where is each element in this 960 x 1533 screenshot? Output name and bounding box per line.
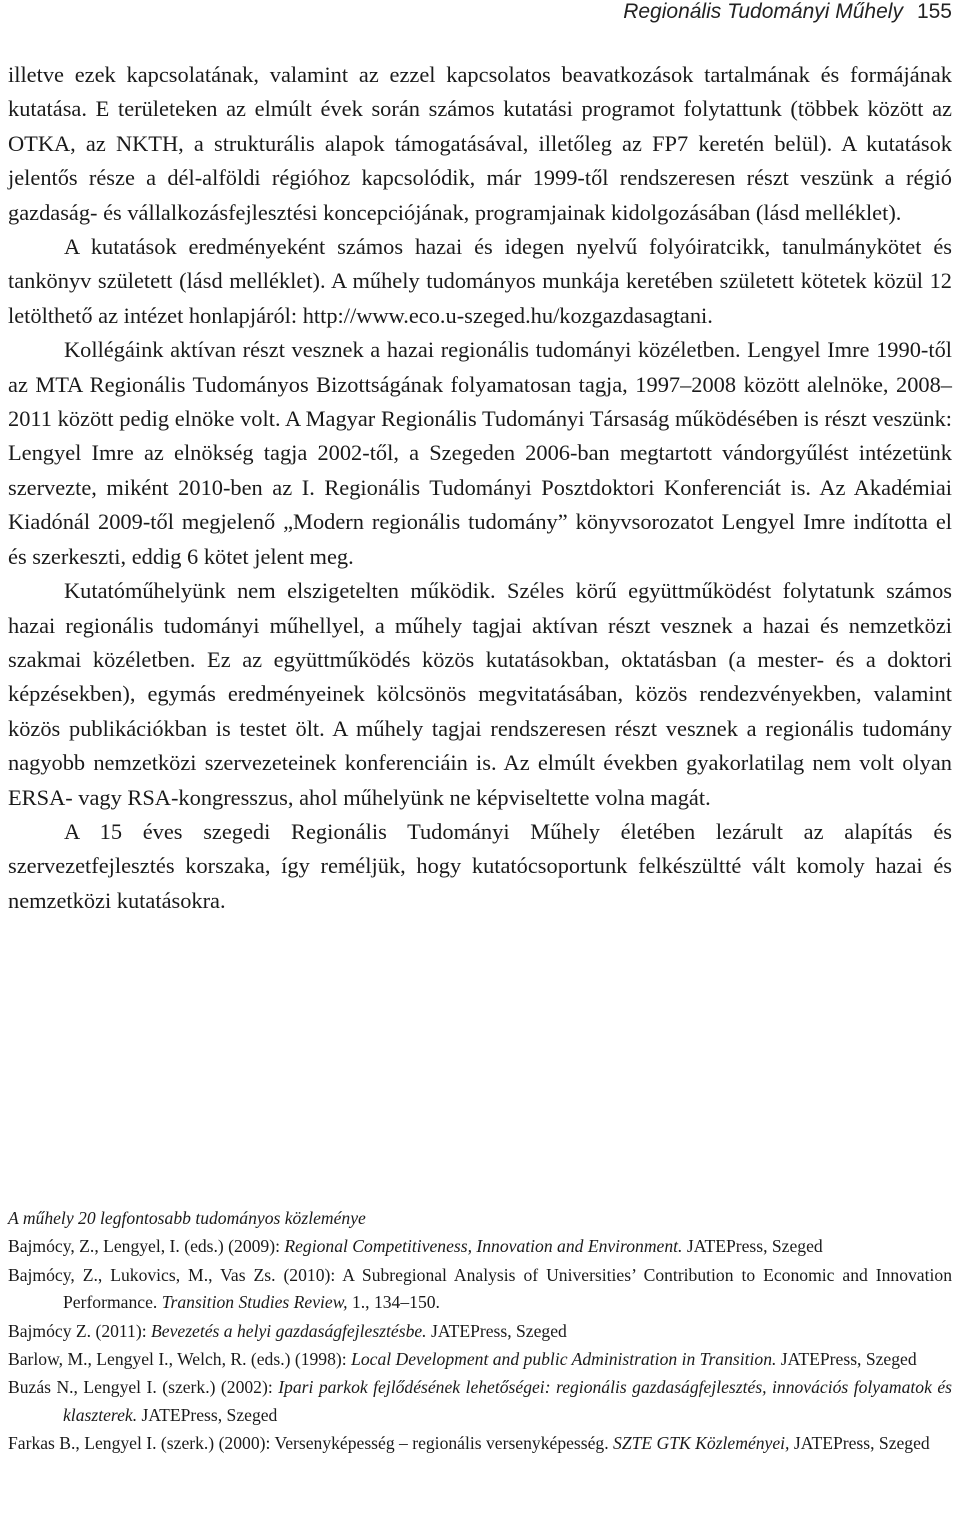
reference-publisher: 1., 134–150. [347,1292,440,1313]
reference-item [8,1262,952,1317]
reference-title: SZTE GTK Közleményei, [613,1433,790,1454]
paragraph: A kutatások eredményeként számos hazai és idegen nyelvű folyóiratcikk, tanulmánykötet és tankönyv született (lásd melléklet). A műhely tudományos munkája keretében született kötetek közül 12 letölthető az intézet honlapjáról: http://www.eco.u-szeged.hu/kozgazdasagtani. [8,234,952,328]
reference-authors: Bajmócy, Z., Lengyel, I. (eds.) (2009): [8,1236,285,1257]
paragraph: A 15 éves szegedi Regionális Tudományi Műhely életében lezárult az alapítás és szervezetfejlesztés korszaka, így reméljük, hogy kutatócsoportunk felkészültté vált komoly hazai és nemzetközi kutatásokra. [8,818,952,913]
paragraph: Kollégáink aktívan részt vesznek a hazai regionális tudományi közéletben. Lengyel Imre 1990-től az MTA Regionális Tudományos Bizottságának folyamatosan tagja, 1997–2008 között alelnöke, 2008–2011 között pedig elnöke volt. A Magyar Regionális Tudományi Társaság működésében is részt veszünk: Lengyel Imre az elnökség tagja 2002-től, a Szegeden 2006-ban megtartott vándorgyűlést intézetünk szervezte, miként 2010-ben az I. Regionális Tudományi Posztdoktori Konferenciát is. Az Akadémiai Kiadónál 2009-től megjelenő „Modern regionális tudomány” könyvsorozatot Lengyel Imre indította el és szerkeszti, eddig 6 kötet jelent meg. [8,337,952,569]
reference-item [8,1374,952,1429]
running-header [623,0,952,26]
reference-title: Ipari parkok fejlődésének lehetőségei: regionális gazdaságfejlesztés, innovációs folyamatok és klaszterek. [63,1377,952,1425]
reference-heading: A műhely 20 legfontosabb tudományos közleménye [8,1208,366,1228]
reference-title: Bevezetés a helyi gazdaságfejlesztésbe. [151,1320,427,1341]
reference-title: Local Development and public Administration in Transition. [351,1349,777,1370]
reference-item [8,1318,952,1345]
reference-list [8,1205,952,1459]
page-number: 155 [916,0,952,23]
body-text [8,58,952,918]
reference-publisher: JATEPress, Szeged [426,1320,567,1341]
paragraph: Kutatóműhelyünk nem elszigetelten működik. Széles körű együttműködést folytatunk számos hazai regionális tudományi műhellyel, a műhely tagjai aktívan részt vesznek a hazai és nemzetközi szakmai közéletben. Ez az együttműködés közös kutatásokban, oktatásban (a mester- és a doktori képzésekben), egymás eredményeinek kölcsönös megvitatásában, közös rendezvényekben, valamint közös publikációkban is testet ölt. A műhely tagjai rendszeresen részt vesznek a regionális tudomány nagyobb nemzetközi szervezeteinek konferenciáin is. Az elmúlt években gyakorlatilag nem volt olyan ERSA- vagy RSA-kongresszus, ahol műhelyünk ne képviseltette volna magát. [8,578,952,810]
reference-publisher: JATEPress, Szeged [776,1349,917,1370]
reference-authors: Farkas B., Lengyel I. (szerk.) (2000): Versenyképesség – regionális versenyképesség. [8,1433,614,1454]
reference-title: Transition Studies Review, [161,1292,348,1313]
reference-authors: Bajmócy, Z., Lukovics, M., Vas Zs. (2010): A Subregional Analysis of Universities’ Contribution to Economic and Innovation Performance. [8,1264,952,1313]
reference-authors: Barlow, M., Lengyel I., Welch, R. (eds.) (1998): [8,1349,352,1370]
reference-publisher: JATEPress, Szeged [137,1404,278,1425]
reference-item [8,1346,952,1373]
reference-authors: Buzás N., Lengyel I. (szerk.) (2002): [8,1377,279,1398]
reference-publisher: JATEPress, Szeged [682,1236,823,1257]
reference-item [8,1430,952,1457]
reference-title: Regional Competitiveness, Innovation and Environment. [284,1236,683,1257]
paragraph: illetve ezek kapcsolatának, valamint az ezzel kapcsolatos beavatkozások tartalmának és formájának kutatása. E területeken az elmúlt évek során számos kutatási programot folytattunk (többek között az OTKA, az NKTH, a strukturális alapok támogatásával, illetőleg az FP7 keretén belül). A kutatások jelentős része a dél-alföldi régióhoz kapcsolódik, már 1999-től rendszeresen részt veszünk a régió gazdaság- és vállalkozásfejlesztési koncepciójának, programjainak kidolgozásában (lásd melléklet). [8,62,952,225]
reference-item [8,1233,952,1260]
reference-publisher: JATEPress, Szeged [789,1433,930,1454]
reference-authors: Bajmócy Z. (2011): [8,1320,152,1341]
journal-title: Regionális Tudományi Műhely [623,0,903,23]
